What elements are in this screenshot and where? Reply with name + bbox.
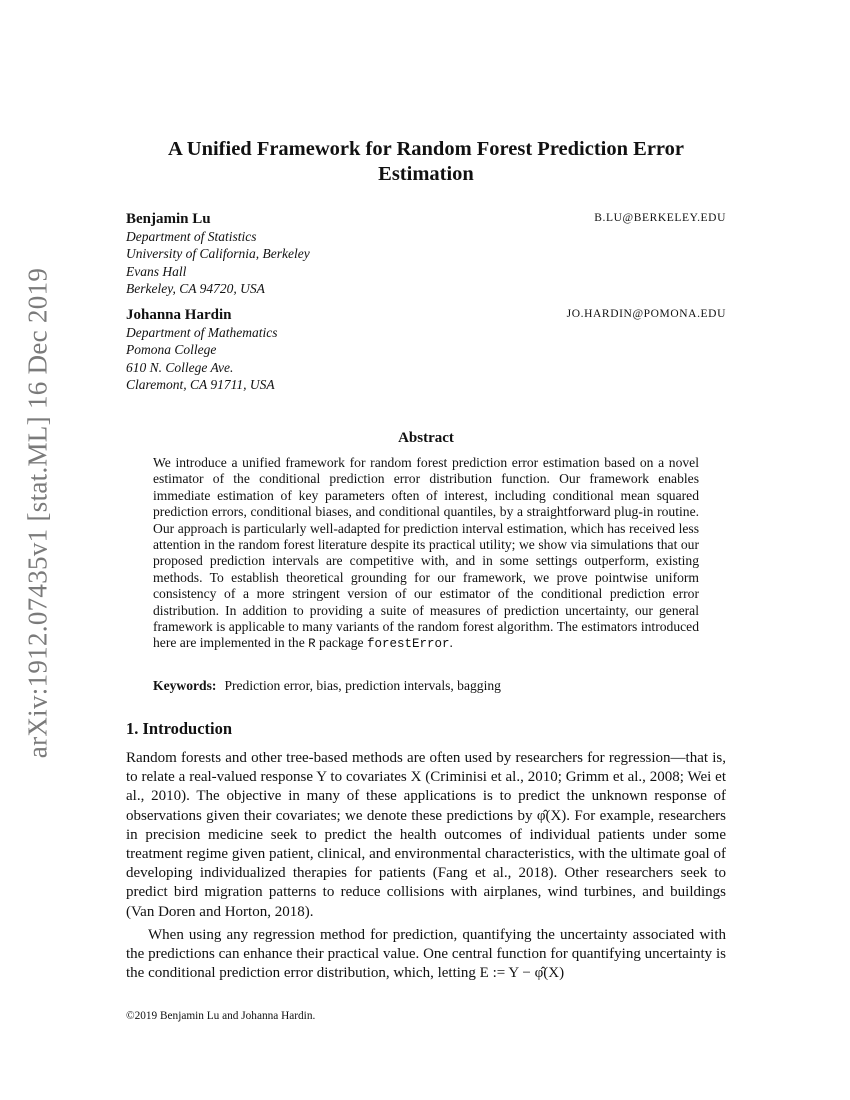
author-affiliation-line: 610 N. College Ave. bbox=[126, 359, 234, 375]
author-name: Johanna Hardin bbox=[126, 307, 232, 323]
abstract-heading: Abstract bbox=[398, 430, 454, 446]
author-affiliation-line: Pomona College bbox=[126, 342, 217, 358]
section-heading: 1. Introduction bbox=[126, 719, 233, 738]
arxiv-sidebar-stamp bbox=[22, 258, 54, 768]
abstract-body-package: package bbox=[315, 635, 367, 651]
keywords bbox=[153, 678, 699, 694]
author-affiliation-line: Claremont, CA 91711, USA bbox=[126, 376, 275, 392]
author-email[interactable]: JO.HARDIN@POMONA.EDU bbox=[566, 308, 726, 320]
code-r: R bbox=[308, 637, 316, 652]
paragraph: When using any regression method for prediction, quantifying the uncertainty associated with the predictions can enhance their practical value. One central function for quantifying uncertainty is the conditional prediction error distribution, which, letting E := Y − φ̂(X) bbox=[126, 926, 726, 982]
copyright-footer: ©2019 Benjamin Lu and Johanna Hardin. bbox=[126, 1010, 316, 1022]
abstract-body-end: . bbox=[449, 635, 453, 651]
abstract-body: We introduce a unified framework for random forest prediction error estimation based on a novel estimator of the conditional prediction error distribution function. Our framework enables immediate estimation of key parameters often of interest, including conditional mean squared prediction errors, conditional biases, and conditional quantiles, by a straightforward plug-in routine. Our approach is particularly well-adapted for prediction interval estimation, which has received less attention in the random forest literature despite its practical utility; we show via simulations that our proposed prediction intervals are competitive with, and in some settings outperform, existing methods. To establish theoretical grounding for our framework, we prove pointwise uniform consistency of a more stringent version of our estimator of the conditional prediction error distribution. In addition to providing a suite of measures of prediction uncertainty, our general framework is applicable to many variants of the random forest algorithm. The estimators introduced here are implemented in the bbox=[153, 455, 699, 651]
arxiv-identifier: arXiv:1912.07435v1 [stat.ML] 16 Dec 2019 bbox=[22, 267, 53, 759]
body-text bbox=[126, 749, 726, 987]
author-affiliation-line: Berkeley, CA 94720, USA bbox=[126, 280, 265, 296]
keywords-label: Keywords: bbox=[153, 678, 217, 693]
author-affiliation-line: Department of Mathematics bbox=[126, 325, 278, 340]
author-affiliation-line: University of California, Berkeley bbox=[126, 246, 310, 262]
keywords-text: Prediction error, bias, prediction intervals, bagging bbox=[224, 678, 501, 693]
author-affiliation-line: Department of Statistics bbox=[126, 229, 257, 244]
author-email[interactable]: B.LU@BERKELEY.EDU bbox=[594, 212, 726, 224]
code-package-name: forestError bbox=[366, 637, 450, 652]
abstract-text bbox=[153, 455, 699, 653]
paragraph: Random forests and other tree-based methods are often used by researchers for regression—that is, to relate a real-valued response Y to covariates X (Criminisi et al., 2010; Grimm et al., 2008; Wei et al., 2010). The objective in many of these applications is to predict the unknown response of observations given their covariates; we denote these predictions by φ̂(X). For example, researchers in precision medicine seek to predict the health outcomes of individual patients under some treatment regime given patient, clinical, and environmental characteristics, with the ultimate goal of developing individualized therapies for patients (Fang et al., 2018). Other researchers seek to predict bird migration patterns to reduce collisions with airplanes, wind turbines, and buildings (Van Doren and Horton, 2018). bbox=[126, 750, 726, 920]
author-block-2 bbox=[126, 306, 726, 393]
author-affiliation-line: Evans Hall bbox=[126, 263, 187, 279]
author-name: Benjamin Lu bbox=[126, 211, 211, 227]
author-block-1 bbox=[126, 210, 726, 297]
paper-title: A Unified Framework for Random Forest Prediction Error Estimation bbox=[167, 138, 685, 185]
